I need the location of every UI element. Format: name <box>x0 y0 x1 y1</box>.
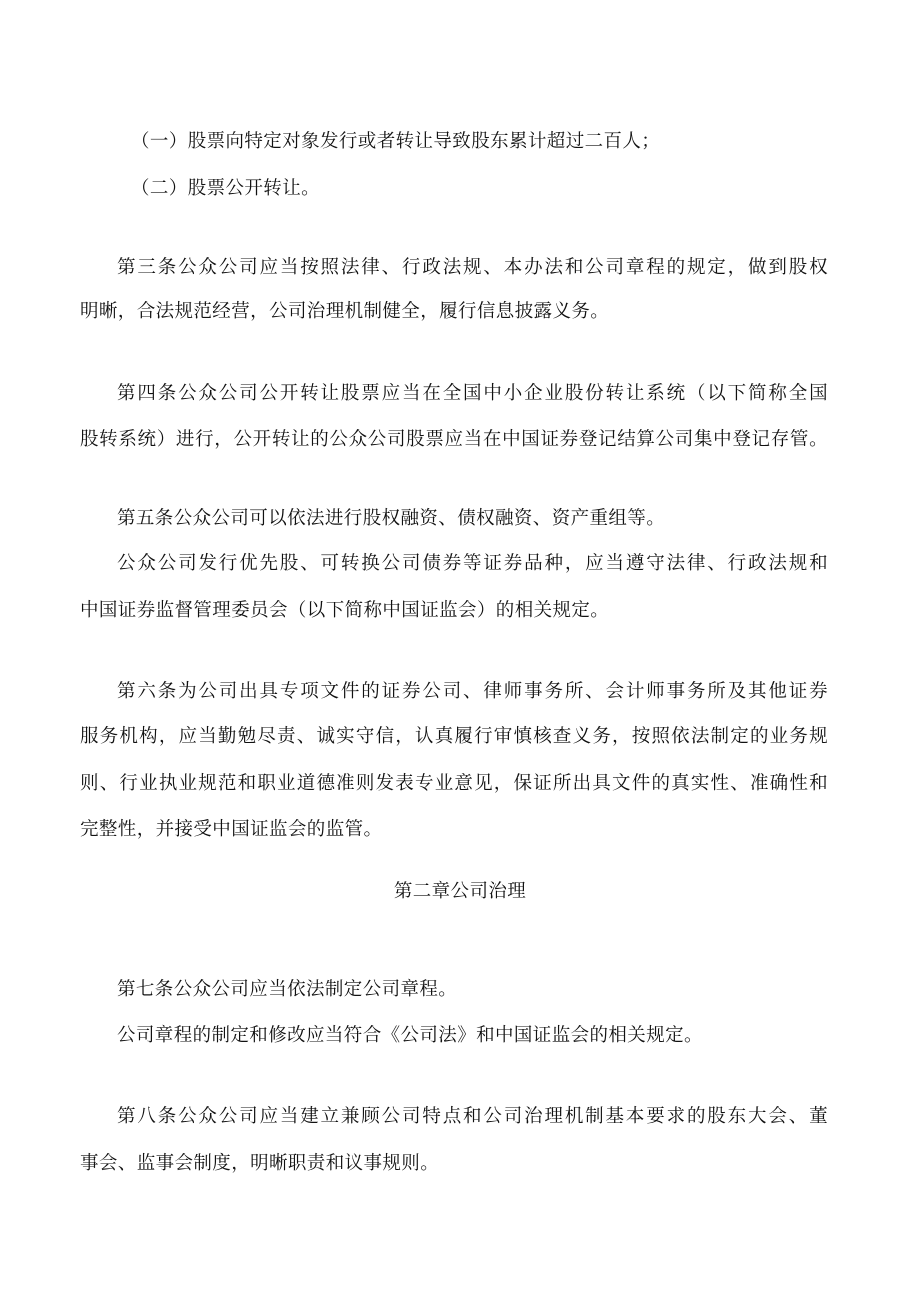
article-3-line-1: 第三条公众公司应当按照法律、行政法规、本办法和公司章程的规定，做到股权 <box>117 257 828 278</box>
article-3-line-2: 明晰，合法规范经营，公司治理机制健全，履行信息披露义务。 <box>80 301 610 322</box>
article-8-line-2: 事会、监事会制度，明晰职责和议事规则。 <box>80 1153 440 1174</box>
article-4-line-2: 股转系统）进行，公开转让的公众公司股票应当在中国证券登记结算公司集中登记存管。 <box>80 429 828 450</box>
article-8-line-1: 第八条公众公司应当建立兼顾公司特点和公司治理机制基本要求的股东大会、董 <box>117 1106 828 1127</box>
article-5-para-2-line-2: 中国证券监督管理委员会（以下简称中国证监会）的相关规定。 <box>80 600 610 621</box>
article-6-line-3: 则、行业执业规范和职业道德准则发表专业意见，保证所出具文件的真实性、准确性和 <box>80 773 828 794</box>
article-7-line-2: 公司章程的制定和修改应当符合《公司法》和中国证监会的相关规定。 <box>117 1025 703 1046</box>
article-5-para-2-line-1: 公众公司发行优先股、可转换公司债券等证券品种，应当遵守法律、行政法规和 <box>117 553 828 574</box>
article-6-line-2: 服务机构，应当勤勉尽责、诚实守信，认真履行审慎核查义务，按照依法制定的业务规 <box>80 726 828 747</box>
article-5-line-1: 第五条公众公司可以依法进行股权融资、债权融资、资产重组等。 <box>117 508 666 529</box>
article-6-line-1: 第六条为公司出具专项文件的证券公司、律师事务所、会计师事务所及其他证券 <box>117 681 828 702</box>
article-6-line-4: 完整性，并接受中国证监会的监管。 <box>80 819 383 840</box>
article-7-line-1: 第七条公众公司应当依法制定公司章程。 <box>117 979 458 1000</box>
list-item-1: （一）股票向特定对象发行或者转让导致股东累计超过二百人； <box>131 131 661 152</box>
article-4-line-1: 第四条公众公司公开转让股票应当在全国中小企业股份转让系统（以下简称全国 <box>117 383 828 404</box>
chapter-2-title: 第二章公司治理 <box>393 881 527 902</box>
list-item-2: （二）股票公开转让。 <box>131 178 321 199</box>
